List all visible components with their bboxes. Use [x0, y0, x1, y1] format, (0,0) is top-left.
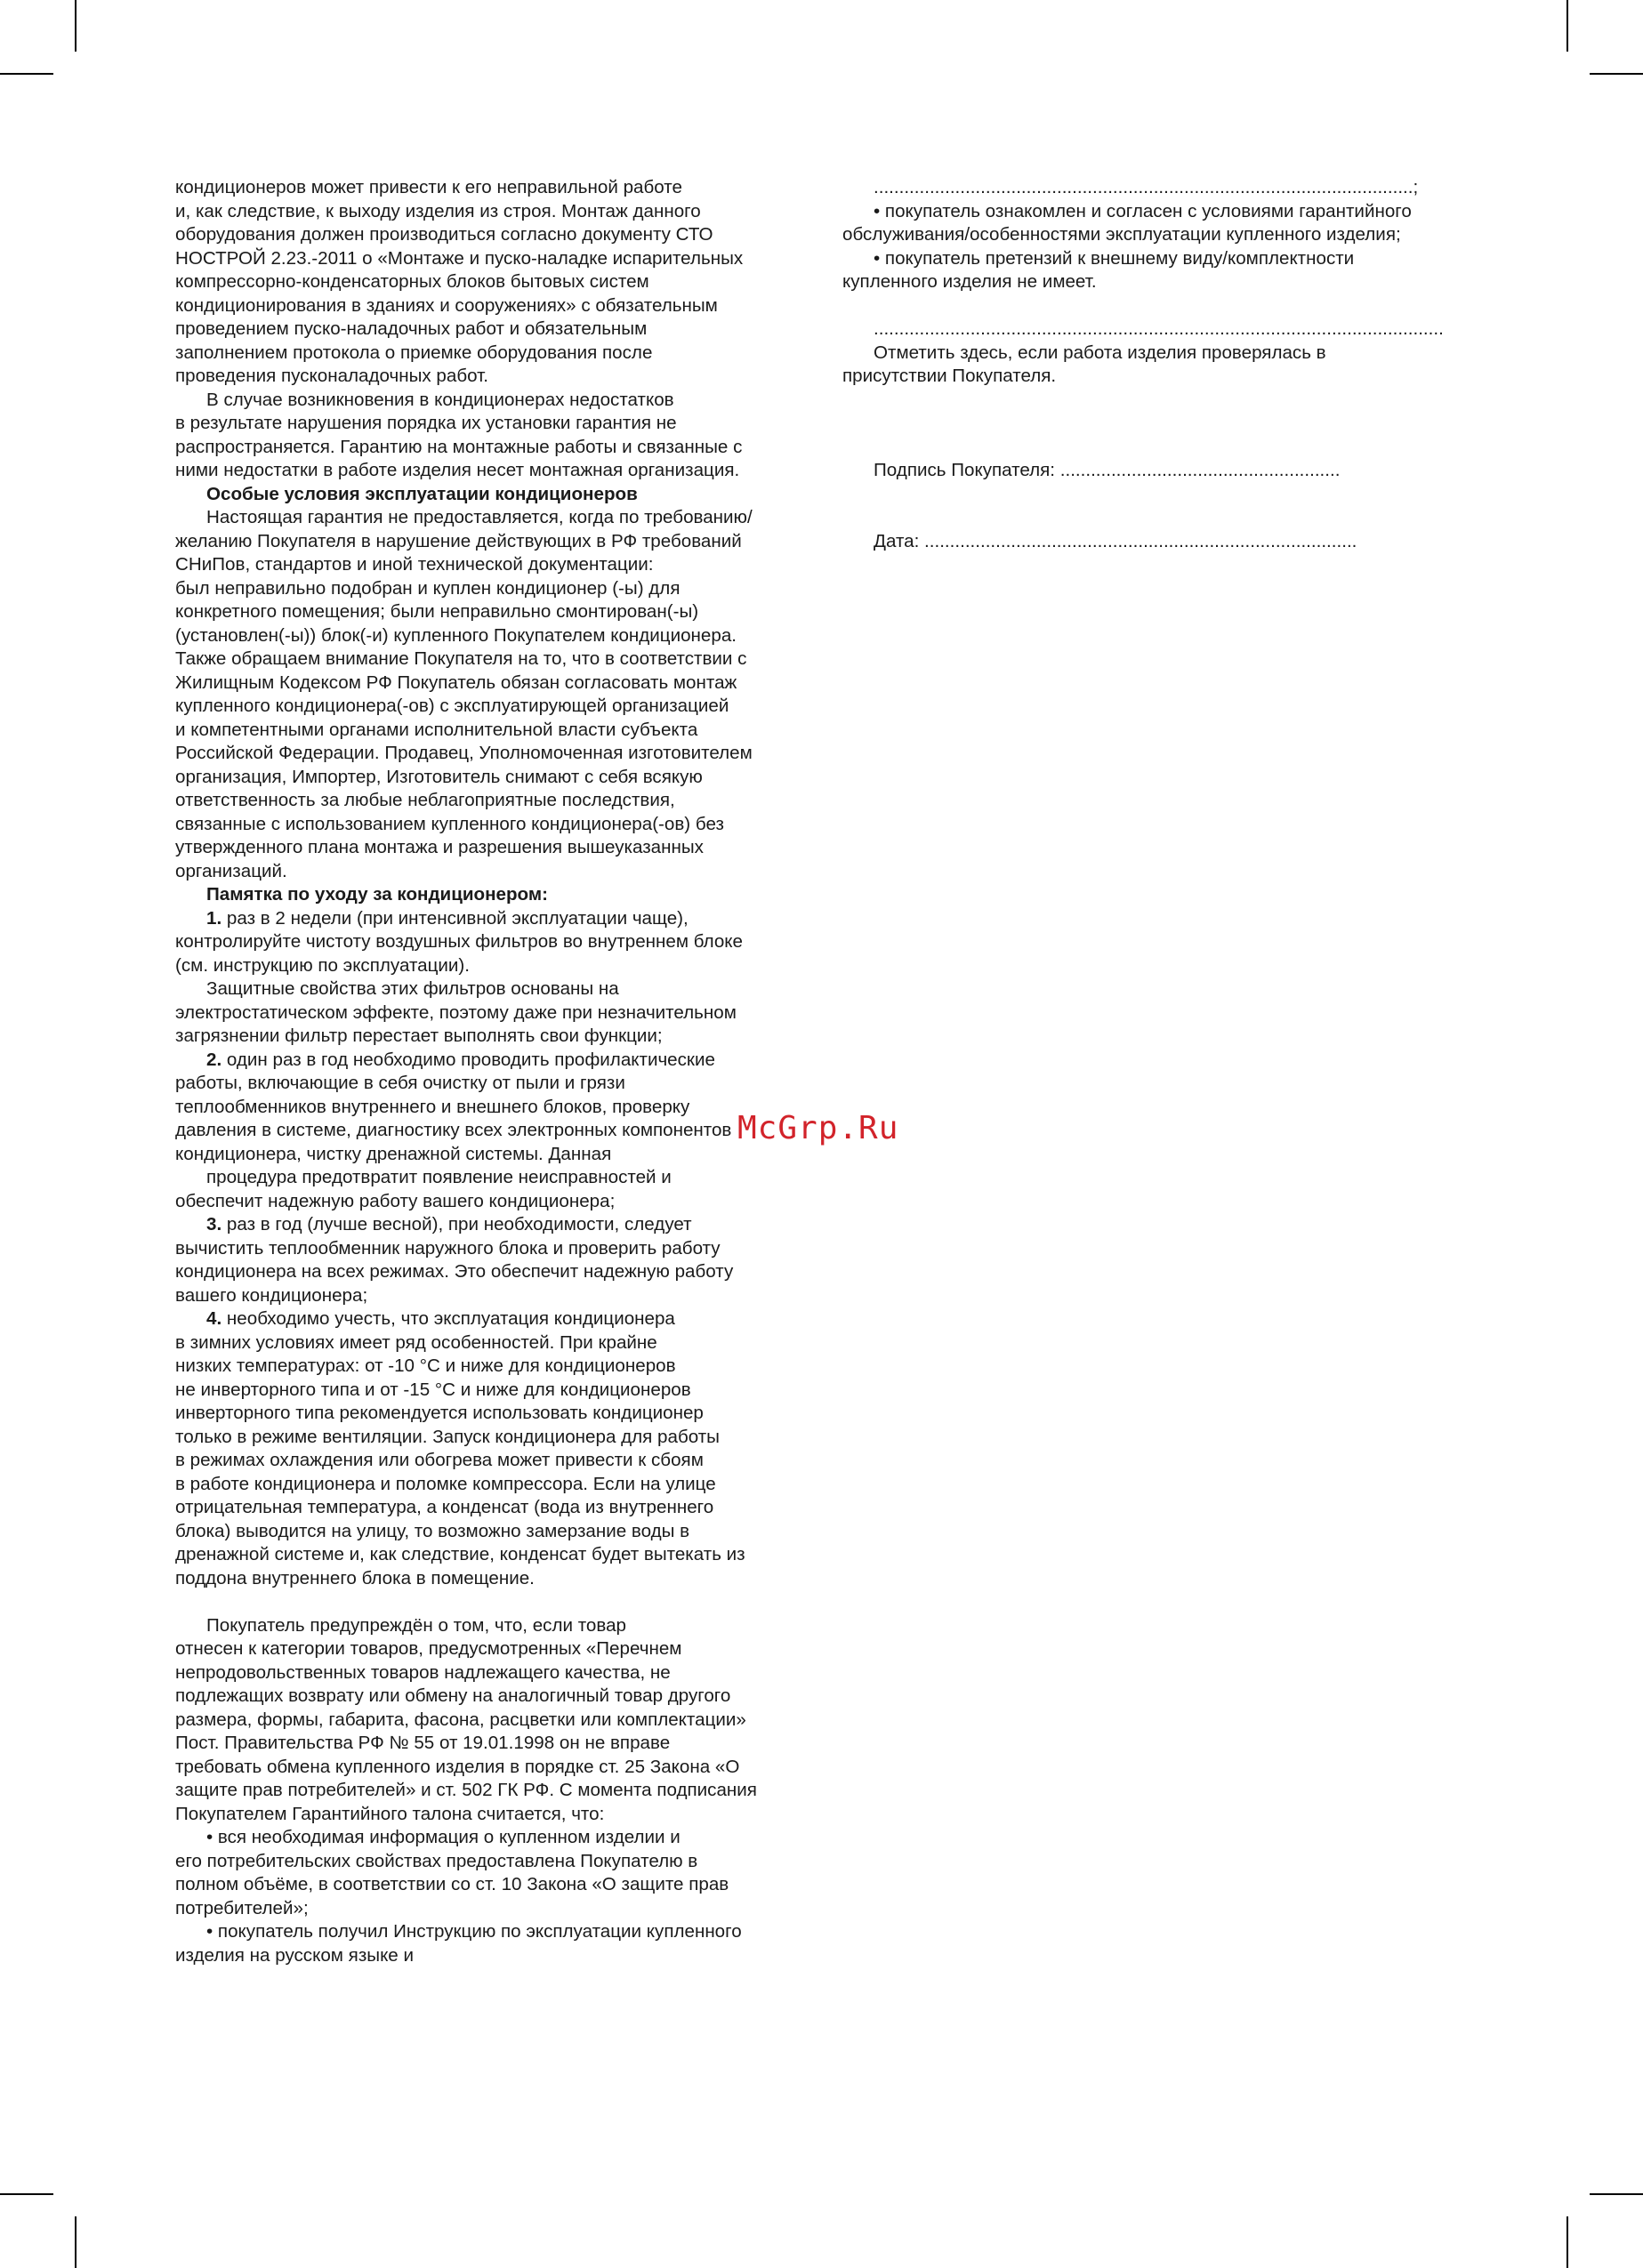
text-line: компрессорно-конденсаторных блоков бытовых систем: [175, 271, 649, 292]
item-text: раз в год (лучше весной), при необходимости, следует: [221, 1214, 692, 1235]
text-line: в режимах охлаждения или обогрева может привести к сбоям: [175, 1450, 704, 1470]
text-line: Настоящая гарантия не предоставляется, когда по требованию/: [206, 507, 753, 527]
text-line: организаций.: [175, 860, 287, 881]
crop-mark-bottom-right-h: [1590, 2193, 1643, 2195]
text-line: дренажной системе и, как следствие, конденсат будет вытекать из: [175, 1544, 745, 1564]
text-line: загрязнении фильтр перестает выполнять свои функции;: [175, 1025, 663, 1046]
crop-mark-top-right: [1566, 0, 1568, 52]
text-line: работы, включающие в себя очистку от пыли и грязи: [175, 1073, 625, 1093]
text-line: полном объёме, в соответствии со ст. 10 Закона «О защите прав: [175, 1874, 729, 1894]
item-text: необходимо учесть, что эксплуатация кондиционера: [221, 1308, 675, 1329]
text-line: проведения пусконаладочных работ.: [175, 366, 489, 386]
text-line: • покупатель ознакомлен и согласен с условиями гарантийного: [874, 200, 1412, 221]
crop-mark-top-left: [75, 0, 77, 52]
spacer: [842, 389, 1483, 436]
crop-mark-bottom-left-h: [0, 2193, 53, 2195]
text-line: в зимних условиях имеет ряд особенностей. При крайне: [175, 1331, 657, 1353]
installation-paragraph: [175, 176, 825, 389]
crop-mark-bottom-left: [75, 2216, 77, 2268]
text-line: присутствии Покупателя.: [842, 366, 1057, 386]
text-line: Российской Федерации. Продавец, Уполномоченная изготовителем: [175, 743, 753, 763]
bullet-instruction: [175, 1920, 825, 1967]
text-line: размера, формы, габарита, фасона, расцветки или комплектации»: [175, 1709, 746, 1730]
text-line: подлежащих возврату или обмену на аналогичный товар другого: [175, 1685, 731, 1706]
spacer: [175, 1590, 825, 1614]
text-line: не инверторного типа и от -15 °С и ниже для кондиционеров: [175, 1379, 691, 1400]
text-line: кондиционера на всех режимах. Это обеспечит надежную работу: [175, 1261, 734, 1282]
crop-mark-top-left-h: [0, 73, 53, 75]
text-line: ответственность за любые неблагоприятные последствия,: [175, 790, 675, 810]
text-line: изделия на русском языке и: [175, 1944, 414, 1966]
text-line: • покупатель претензий к внешнему виду/комплектности: [874, 247, 1355, 269]
crop-mark-top-right-h: [1590, 73, 1643, 75]
text-line: [175, 1213, 825, 1237]
bullet-info: [175, 1826, 825, 1920]
bullet-no-claims: [842, 247, 1483, 294]
text-line: (см. инструкцию по эксплуатации).: [175, 954, 470, 976]
text-line: вашего кондиционера;: [175, 1284, 368, 1306]
text-line: [175, 1307, 825, 1331]
watermark: McGrp.Ru: [737, 1110, 899, 1146]
text-line: Отметить здесь, если работа изделия проверялась в: [874, 342, 1326, 363]
text-line: кондиционирования в зданиях и сооружениях» с обязательным: [175, 294, 718, 316]
left-column: [175, 176, 825, 1967]
text-line: Защитные свойства этих фильтров основаны на: [206, 978, 619, 999]
text-line: только в режиме вентиляции. Запуск кондиционера для работы: [175, 1426, 720, 1447]
text-line: в результате нарушения порядка их установки гарантия не: [175, 413, 677, 433]
text-line: оборудования должен производиться согласно документу СТО: [175, 224, 713, 245]
text-line: обслуживания/особенностями эксплуатации купленного изделия;: [842, 224, 1401, 245]
installation-defects-paragraph: [175, 389, 825, 483]
spacer: [842, 294, 1483, 318]
text-line: защите прав потребителей» и ст. 502 ГК РФ. С момента подписания: [175, 1780, 757, 1800]
text-line: давления в системе, диагностику всех электронных компонентов: [175, 1120, 732, 1140]
conditions-heading: Особые условия эксплуатации кондиционеров: [206, 483, 638, 504]
memo-item-2: [175, 1049, 825, 1214]
text-line: низких температурах: от -10 °С и ниже для кондиционеров: [175, 1355, 676, 1376]
conditions-paragraph: [175, 506, 825, 883]
memo-item-4: [175, 1307, 825, 1590]
item-text: один раз в год необходимо проводить профилактические: [221, 1049, 715, 1070]
text-line: • вся необходимая информация о купленном изделии и: [206, 1827, 681, 1847]
dotted-line: ..........................................................................................................;: [874, 177, 1419, 197]
text-line: Пост. Правительства РФ № 55 от 19.01.1998 он не вправе: [175, 1733, 671, 1753]
text-line: теплообменников внутреннего и внешнего блоков, проверку: [175, 1096, 690, 1117]
text-line: отнесен к категории товаров, предусмотренных «Перечнем: [175, 1638, 682, 1659]
text-line: Покупатель предупреждён о том, что, если товар: [206, 1614, 626, 1636]
text-line: • покупатель получил Инструкцию по эксплуатации купленного: [206, 1921, 742, 1942]
text-line: купленного изделия не имеет.: [842, 271, 1097, 292]
item-number: 4.: [206, 1308, 222, 1329]
spacer: [842, 483, 1483, 530]
text-line: НОСТРОЙ 2.23.-2011 о «Монтаже и пуско-наладке испарительных: [175, 247, 744, 269]
text-line: Покупателем Гарантийного талона считается, что:: [175, 1803, 605, 1824]
text-line: процедура предотвратит появление неисправностей и: [206, 1167, 672, 1187]
memo-item-3: [175, 1213, 825, 1307]
text-line: проведением пуско-наладочных работ и обязательным: [175, 318, 648, 339]
text-line: связанные с использованием купленного кондиционера(-ов) без: [175, 813, 724, 834]
text-line: обеспечит надежную работу вашего кондиционера;: [175, 1190, 616, 1211]
text-line: кондиционеров может привести к его неправильной работе: [175, 177, 682, 197]
text-line: ними недостатки в работе изделия несет монтажная организация.: [175, 460, 740, 480]
text-line: отрицательная температура, а конденсат (вода из внутреннего: [175, 1497, 714, 1517]
right-column: [842, 176, 1483, 553]
spacer: [842, 436, 1483, 460]
date-field[interactable]: Дата: .....................................................................................: [874, 530, 1357, 551]
text-line: В случае возникновения в кондиционерах недостатков: [206, 389, 674, 410]
text-line: купленного кондиционера(-ов) с эксплуатирующей организацией: [175, 696, 729, 716]
item-number: 3.: [206, 1214, 222, 1235]
text-line: желанию Покупателя в нарушение действующих в РФ требований: [175, 530, 742, 551]
memo-item-1: [175, 907, 825, 978]
text-line: контролируйте чистоту воздушных фильтров во внутреннем блоке: [175, 931, 743, 952]
text-line: непродовольственных товаров надлежащего качества, не: [175, 1661, 671, 1683]
filters-paragraph: [175, 977, 825, 1049]
item-number: 1.: [206, 907, 222, 929]
text-line: [175, 907, 825, 931]
text-line: и компетентными органами исполнительной власти субъекта: [175, 719, 698, 740]
text-line: и, как следствие, к выходу изделия из строя. Монтаж данного: [175, 200, 701, 221]
text-line: утвержденного плана монтажа и разрешения вышеуказанных: [175, 837, 704, 857]
memo-heading: Памятка по уходу за кондиционером:: [206, 884, 548, 905]
text-line: СНиПов, стандартов и иной технической документации:: [175, 554, 654, 575]
buyer-notice-paragraph: [175, 1614, 825, 1827]
item-number: 2.: [206, 1049, 222, 1070]
text-line: кондиционера, чистку дренажной системы. Данная: [175, 1143, 612, 1164]
text-line: блока) выводится на улицу, то возможно замерзание воды в: [175, 1520, 690, 1541]
item-text: раз в 2 недели (при интенсивной эксплуатации чаще),: [221, 907, 689, 929]
dotted-line: ................................................................................................................: [874, 318, 1444, 339]
text-line: его потребительских свойствах предоставлена Покупателю в: [175, 1850, 698, 1871]
signature-field[interactable]: Подпись Покупателя: .......................................................: [874, 460, 1341, 480]
check-note: [842, 342, 1483, 389]
text-line: электростатическом эффекте, поэтому даже при незначительном: [175, 1001, 737, 1023]
text-line: заполнением протокола о приемке оборудования после: [175, 342, 653, 363]
text-line: требовать обмена купленного изделия в порядке ст. 25 Закона «О: [175, 1756, 740, 1777]
text-line: Жилищным Кодексом РФ Покупатель обязан согласовать монтаж: [175, 672, 737, 693]
text-line: поддона внутреннего блока в помещение.: [175, 1567, 535, 1588]
text-line: [175, 1049, 825, 1073]
text-line: инверторного типа рекомендуется использовать кондиционер: [175, 1403, 704, 1423]
text-line: распространяется. Гарантию на монтажные работы и связанные с: [175, 436, 743, 457]
bullet-acquainted: [842, 200, 1483, 247]
text-line: конкретного помещения; были неправильно смонтирован(-ы): [175, 601, 699, 622]
crop-mark-bottom-right: [1566, 2216, 1568, 2268]
text-line: (установлен(-ы)) блок(-и) купленного Покупателем кондиционера.: [175, 624, 737, 646]
text-line: был неправильно подобран и куплен кондиционер (-ы) для: [175, 577, 681, 599]
text-line: вычистить теплообменник наружного блока и проверить работу: [175, 1237, 721, 1259]
text-line: в работе кондиционера и поломке компрессора. Если на улице: [175, 1473, 716, 1494]
text-line: организация, Импортер, Изготовитель снимают с себя всякую: [175, 766, 703, 787]
text-line: потребителей»;: [175, 1897, 309, 1918]
text-line: Также обращаем внимание Покупателя на то, что в соответствии с: [175, 648, 747, 669]
